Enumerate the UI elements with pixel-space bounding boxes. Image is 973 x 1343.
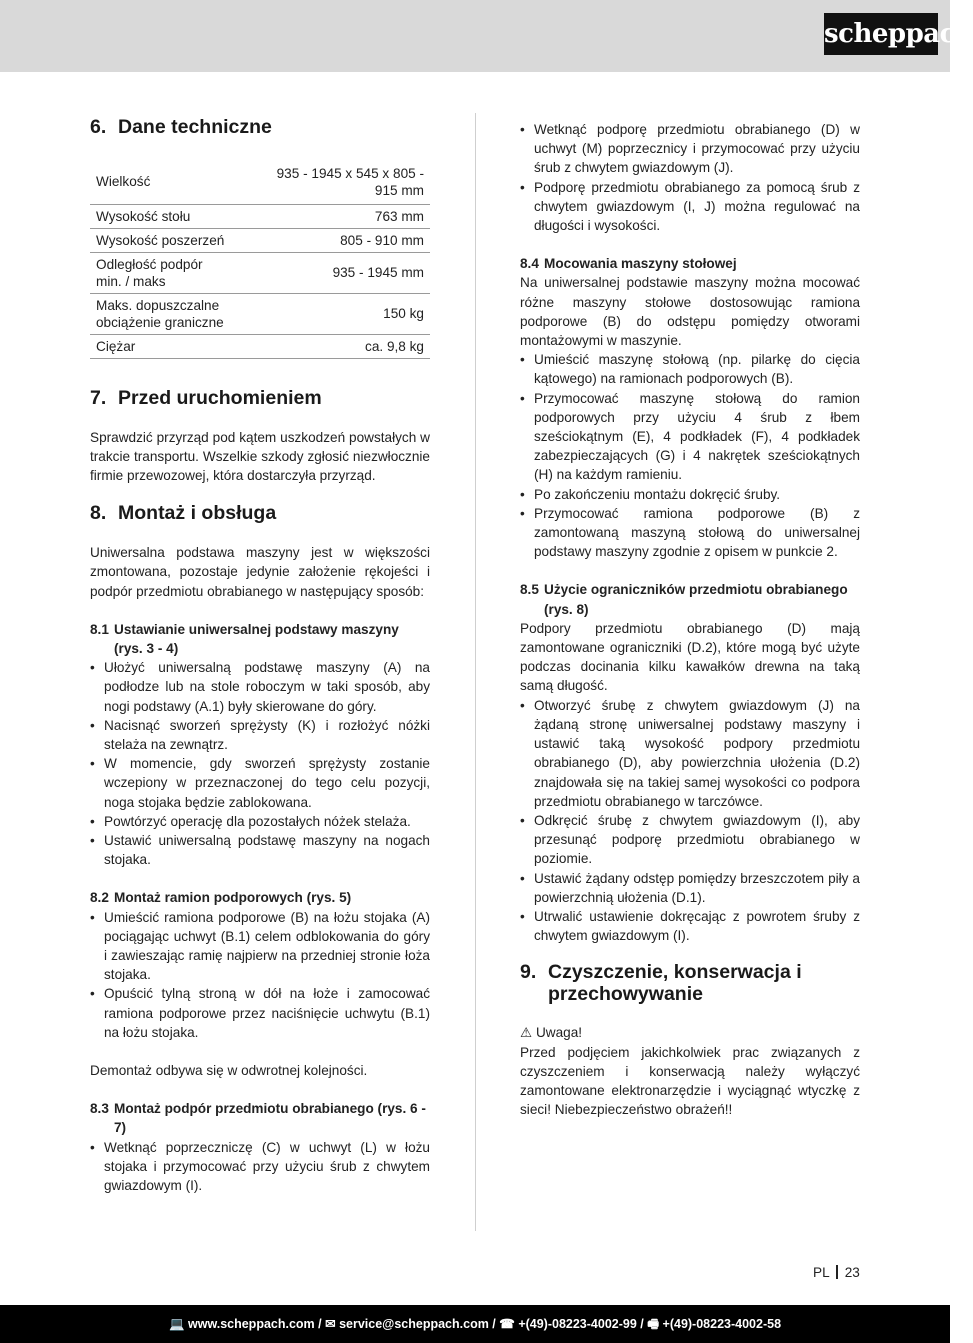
list-item: • Ustawić uniwersalną podstawę maszyny na nogach stojaka. [90,831,430,869]
fax-icon: 🖷 [647,1317,660,1331]
section-8-text: Uniwersalna podstawa maszyny jest w większości zmontowana, pozostaje jedynie założenie rękojeści i podpór przedmiotu obrabianego w następujący sposób: [90,545,430,599]
table-row [90,160,430,204]
section-8-3-heading: 8.3 Montaż podpór przedmiotu obrabianego (rys. 6 - 7) [90,1101,426,1136]
fax-number: +(49)-08223-4002-58 [662,1317,782,1331]
section-8-4-heading: 8.4 Mocowania maszyny stołowej [520,256,737,272]
spec-label: Ciężar [90,334,268,358]
table-row [90,204,430,228]
scheppach-logo: scheppach [824,13,938,55]
section-9-text: Przed podjęciem jakichkolwiek prac związanych z czyszczeniem i konserwacją należy wyłączyć zamontowane elektronarzędzie i wyciągnąć wtyczkę z sieci! Niebezpieczeństwo obrażeń!! [520,1044,860,1118]
spec-value: 150 kg [268,293,430,334]
section-8-heading: 8. Montaż i obsługa [90,502,277,525]
header-bar [0,0,973,72]
list-item: • Ułożyć uniwersalną podstawę maszyny (A) na podłodze lub na stole roboczym w taki sposób, aby nogi podstawy (A.1) były skierowane do góry. [90,658,430,716]
section-8-5-heading: 8.5 Użycie ograniczników przedmiotu obrabianego (rys. 8) [520,582,848,617]
list-item: • Umieścić maszynę stołową (np. pilarkę do cięcia kątowego) na ramionach podporowych (B). [520,350,860,388]
section-7-heading: 7. Przed uruchomieniem [90,386,322,409]
left-column [90,116,430,1195]
list-item: • W momencie, gdy sworzeń sprężysty zostanie wczepiony w przeznaczonej do tego celu pozycji, noga stojaka będzie zablokowana. [90,754,430,812]
list-item: • Wetknąć podporę przedmiotu obrabianego (D) w uchwyt (M) poprzecznicy i przymocować przy użyciu śrub z chwytem gwiazdowym (J). [520,120,860,178]
list-item: • Przymocować ramiona podporowe (B) z zamontowaną maszyną stołową do uniwersalnej podstawy maszyny zgodnie z opisem w punkcie 2. [520,504,860,562]
spec-value: 763 mm [268,204,430,228]
list-item: • Ustawić żądany odstęp pomiędzy brzeszczotem piły a powierzchnią ułożenia (D.1). [520,869,860,907]
email-link[interactable]: service@scheppach.com [339,1317,489,1331]
spec-label: Maks. dopuszczalne obciążenie graniczne [90,293,268,334]
phone-number: +(49)-08223-4002-99 [518,1317,637,1331]
section-6-heading: 6. Dane techniczne [90,116,272,138]
list-item: • Podporę przedmiotu obrabianego za pomocą śrub z chwytem gwiazdowym (I, J) można regulować na długości i wysokości. [520,178,860,236]
section-8-3-list-cont [520,120,860,235]
list-item: • Odkręcić śrubę z chwytem gwiazdowym (I), aby przesunąć podporę przedmiotu obrabianego w poziomie. [520,811,860,869]
list-item: • Nacisnąć sworzeń sprężysty (K) i rozłożyć nóżki stelaża na zewnątrz. [90,716,430,754]
warning-icon: ⚠ [520,1025,533,1041]
section-8-4-list [520,350,860,561]
table-row [90,252,430,293]
footer-bar: 💻 www.scheppach.com / ✉ service@scheppach.com / ☎ +(49)-08223-4002-99 / 🖷 +(49)-08223-4002-58 [0,1305,950,1343]
table-row [90,228,430,252]
spec-label: Wysokość stołu [90,204,268,228]
spec-value: ca. 9,8 kg [268,334,430,358]
section-8-2-after: Demontaż odbywa się w odwrotnej kolejności. [90,1062,368,1078]
spec-label: Wielkość [90,160,268,204]
list-item: • Umieścić ramiona podporowe (B) na łożu stojaka (A) pociągając uchwyt (B.1) celem odblokowania do góry i zawieszając ramię najpierw na przedniej stronie łoża stojaka. [90,908,430,985]
section-8-2-heading: 8.2 Montaż ramion podporowych (rys. 5) [90,890,352,906]
section-8-4-text: Na uniwersalnej podstawie maszyny można mocować różne maszyny stołowe dostosowując ramiona podporowe (B) do odstępu pomiędzy otworami montażowymi w maszynie. [520,275,860,349]
page-number: PL 23 [813,1265,860,1280]
section-8-1-list [90,658,430,869]
section-8-2-list [90,908,430,1042]
right-column [520,116,860,1119]
website-link[interactable]: www.scheppach.com [188,1317,315,1331]
spec-value: 935 - 1945 mm [268,252,430,293]
section-8-5-list [520,696,860,946]
list-item: • Otworzyć śrubę z chwytem gwiazdowym (J) na żądaną stronę uniwersalnej podstawy maszyny i ustawić taką wysokość podpory przedmiotu obrabianego (D), aby powierzchnia ułożenia (D.2) znajdowała się na takiej samej wysokości co podpora przedmiotu obrabianego w tarczówce. [520,696,860,811]
list-item: • Przymocować maszynę stołową do ramion podporowych przy użyciu 4 śrub z łbem sześciokątnym (E), 4 podkładek (F), 4 podkładek zabezpieczających (G) i 4 nakrętek sześciokątnych (H) na każdym ramieniu. [520,389,860,485]
spec-value: 805 - 910 mm [268,228,430,252]
table-row [90,293,430,334]
phone-icon: ☎ [499,1317,515,1331]
column-divider [475,113,476,1231]
spec-value: 935 - 1945 x 545 x 805 - 915 mm [268,160,430,204]
list-item: • Opuścić tylną stroną w dół na łoże i zamocować ramiona podporowe przez naciśnięcie uchwytu (B.1) na łożu stojaka. [90,984,430,1042]
list-item: • Wetknąć poprzeczniczę (C) w uchwyt (L) w łożu stojaka i przymocować przy użyciu śrub z chwytem gwiazdowym (I). [90,1138,430,1196]
list-item: • Po zakończeniu montażu dokręcić śruby. [520,485,860,504]
section-8-1-heading: 8.1 Ustawianie uniwersalnej podstawy maszyny (rys. 3 - 4) [90,621,399,656]
spec-label: Odległość podpór min. / maks [90,252,268,293]
section-8-3-list [90,1138,430,1196]
spec-label: Wysokość poszerzeń [90,228,268,252]
section-9-heading: 9. Czyszczenie, konserwacja i przechowywanie [520,961,802,1006]
section-8-5-text: Podpory przedmiotu obrabianego (D) mają zamontowane ograniczniki (D.2), które mogą być użyte podczas docinania kilku kawałków drewna na taką samą długość. [520,620,860,694]
section-7-text: Sprawdzić przyrząd pod kątem uszkodzeń powstałych w trakcie transportu. Wszelkie szkody zgłosić niezwłocznie firmie przewozowej, która dostarczyła przyrząd. [90,429,430,483]
email-icon: ✉ [325,1317,336,1331]
tech-specs-table [90,160,430,359]
computer-icon: 💻 [168,1317,185,1331]
list-item: • Powtórzyć operację dla pozostałych nóżek stelaża. [90,812,430,831]
list-item: • Utrwalić ustawienie dokręcając z powrotem śruby z chwytem gwiazdowym (I). [520,907,860,945]
warning-line: ⚠ Uwaga! [520,1025,583,1041]
table-row [90,334,430,358]
